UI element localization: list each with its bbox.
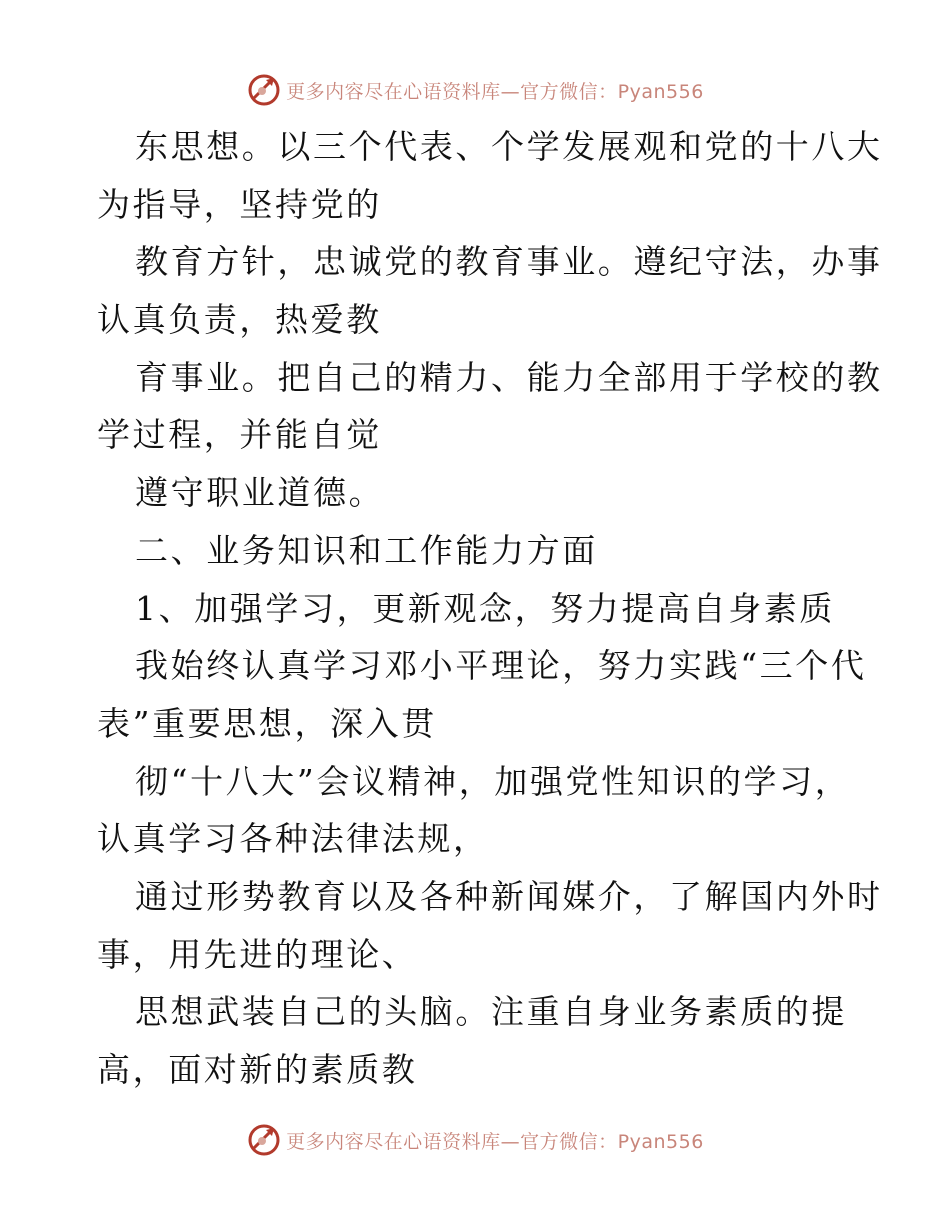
text-line: 通过形势教育以及各种新闻媒介，了解国内外时 bbox=[135, 876, 883, 916]
text-line: 认真负责，热爱教 bbox=[97, 300, 382, 340]
text-line: 教育方针，忠诚党的教育事业。遵纪守法，办事 bbox=[135, 242, 883, 282]
text-line: 彻“十八大”会议精神，加强党性知识的学习， bbox=[135, 761, 851, 801]
watermark-text: 更多内容尽在心语资料库—官方微信：Pyan556 bbox=[286, 80, 704, 103]
text-line: 表”重要思想，深入贯 bbox=[97, 703, 437, 743]
footer-watermark bbox=[0, 1120, 950, 1160]
text-line: 为指导，坚持党的 bbox=[97, 184, 382, 224]
text-line: 育事业。把自己的精力、能力全部用于学校的教 bbox=[135, 357, 883, 397]
text-line: 思想武装自己的头脑。注重自身业务素质的提 bbox=[135, 992, 847, 1032]
section-heading: 二、业务知识和工作能力方面 bbox=[135, 530, 598, 570]
header-watermark bbox=[0, 70, 950, 110]
logo-icon bbox=[246, 1122, 282, 1158]
logo-icon bbox=[246, 72, 282, 108]
text-line: 学过程，并能自觉 bbox=[97, 415, 382, 455]
text-line: 高，面对新的素质教 bbox=[97, 1050, 418, 1089]
document-body bbox=[97, 118, 883, 1099]
text-line: 我始终认真学习邓小平理论，努力实践“三个代 bbox=[135, 646, 867, 686]
subsection-heading: 1、加强学习，更新观念，努力提高自身素质 bbox=[135, 588, 835, 628]
text-line: 东思想。以三个代表、个学发展观和党的十八大 bbox=[135, 127, 883, 166]
text-line: 认真学习各种法律法规， bbox=[97, 819, 489, 859]
text-line: 事，用先进的理论、 bbox=[97, 934, 418, 974]
text-line: 遵守职业道德。 bbox=[135, 473, 385, 513]
watermark-text: 更多内容尽在心语资料库—官方微信：Pyan556 bbox=[286, 1130, 704, 1153]
